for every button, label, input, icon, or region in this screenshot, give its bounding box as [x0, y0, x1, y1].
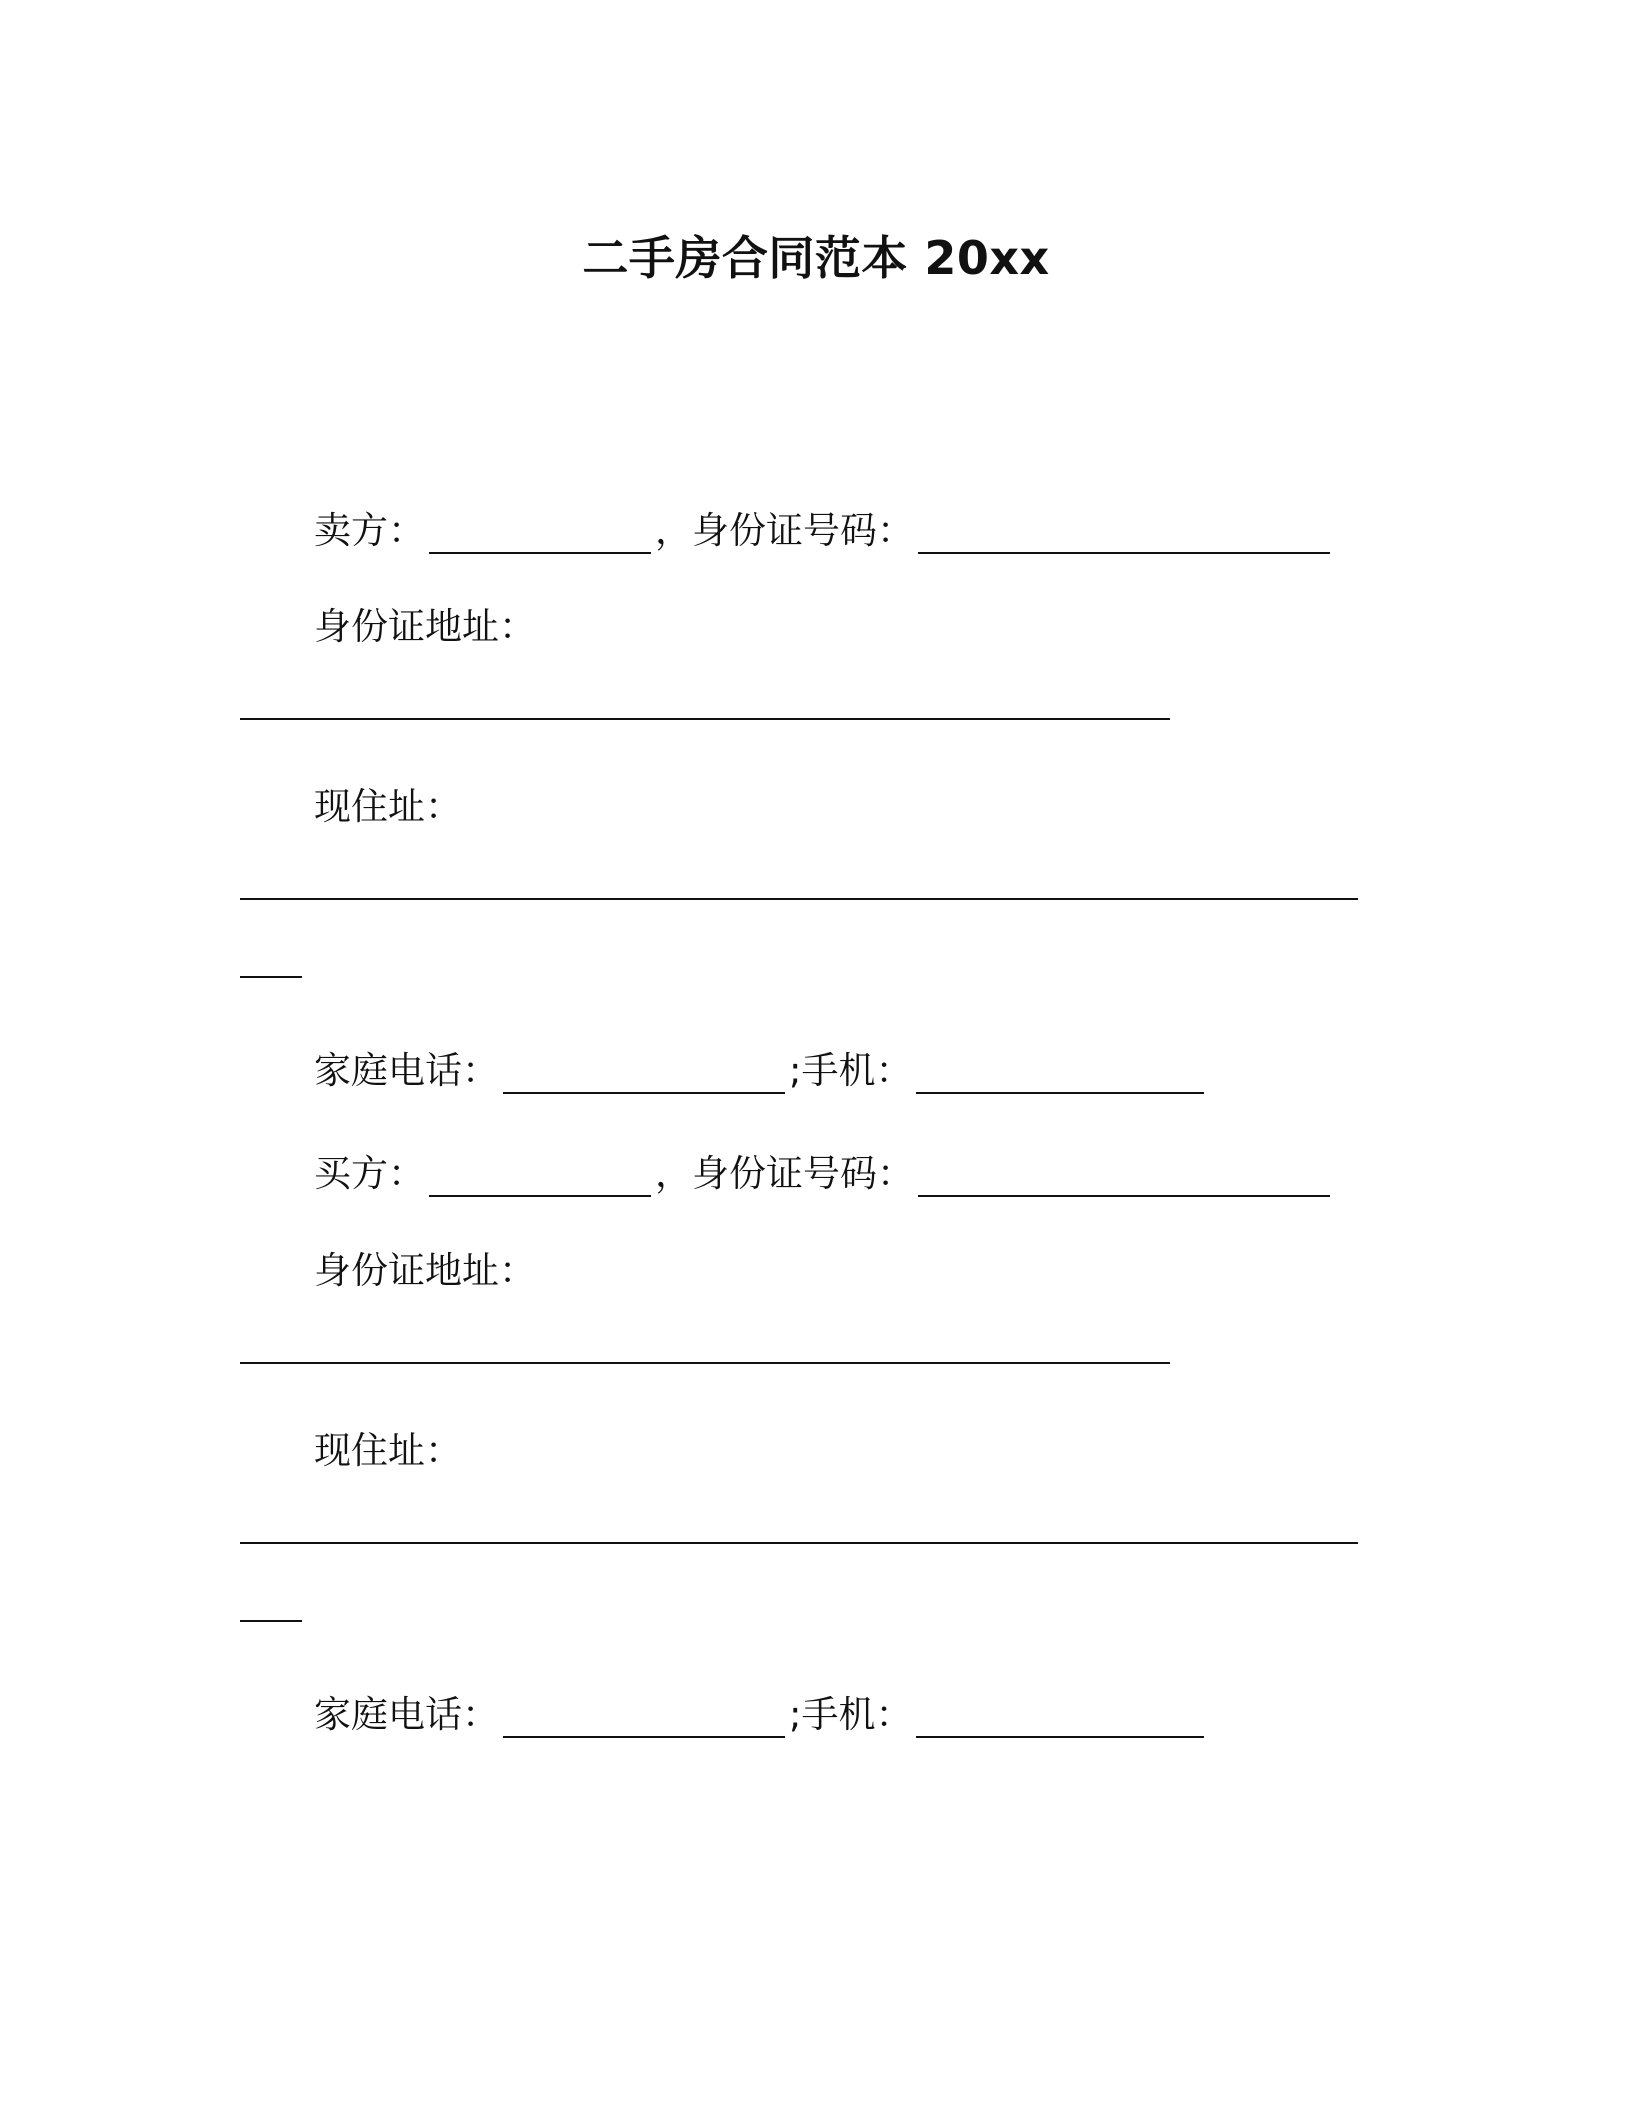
seller-current-address-line: [314, 776, 462, 830]
buyer-label: 买方：: [314, 1152, 425, 1195]
seller-name-blank: [429, 512, 651, 554]
seller-id-label: ，身份证号码：: [655, 509, 914, 552]
buyer-mobile-blank: [916, 1696, 1204, 1738]
buyer-line: [314, 1143, 1334, 1197]
buyer-home-phone-blank: [503, 1696, 785, 1738]
buyer-phone-line: [314, 1684, 1208, 1738]
seller-mobile-label: ;手机：: [789, 1049, 913, 1092]
buyer-current-address-line: [314, 1420, 462, 1474]
seller-id-blank: [918, 512, 1330, 554]
seller-phone-line: [314, 1040, 1208, 1094]
seller-id-address-blank: [240, 718, 1170, 720]
seller-mobile-blank: [916, 1052, 1204, 1094]
buyer-name-blank: [429, 1155, 651, 1197]
buyer-current-address-blank-cont: [240, 1620, 302, 1622]
buyer-id-address-label: 身份证地址：: [314, 1249, 536, 1292]
buyer-id-address-blank: [240, 1362, 1170, 1364]
seller-id-address-label: 身份证地址：: [314, 605, 536, 648]
seller-label: 卖方：: [314, 509, 425, 552]
seller-home-phone-label: 家庭电话：: [314, 1049, 499, 1092]
buyer-home-phone-label: 家庭电话：: [314, 1693, 499, 1736]
seller-line: [314, 500, 1334, 554]
buyer-current-address-blank: [240, 1542, 1358, 1544]
buyer-id-label: ，身份证号码：: [655, 1152, 914, 1195]
seller-id-address-line: [314, 596, 536, 650]
seller-home-phone-blank: [503, 1052, 785, 1094]
buyer-mobile-label: ;手机：: [789, 1693, 913, 1736]
document-title: 二手房合同范本 20xx: [582, 231, 1050, 285]
seller-current-address-blank-cont: [240, 976, 302, 978]
buyer-current-address-label: 现住址：: [314, 1429, 462, 1472]
seller-current-address-blank: [240, 898, 1358, 900]
seller-current-address-label: 现住址：: [314, 785, 462, 828]
buyer-id-address-line: [314, 1240, 536, 1294]
buyer-id-blank: [918, 1155, 1330, 1197]
